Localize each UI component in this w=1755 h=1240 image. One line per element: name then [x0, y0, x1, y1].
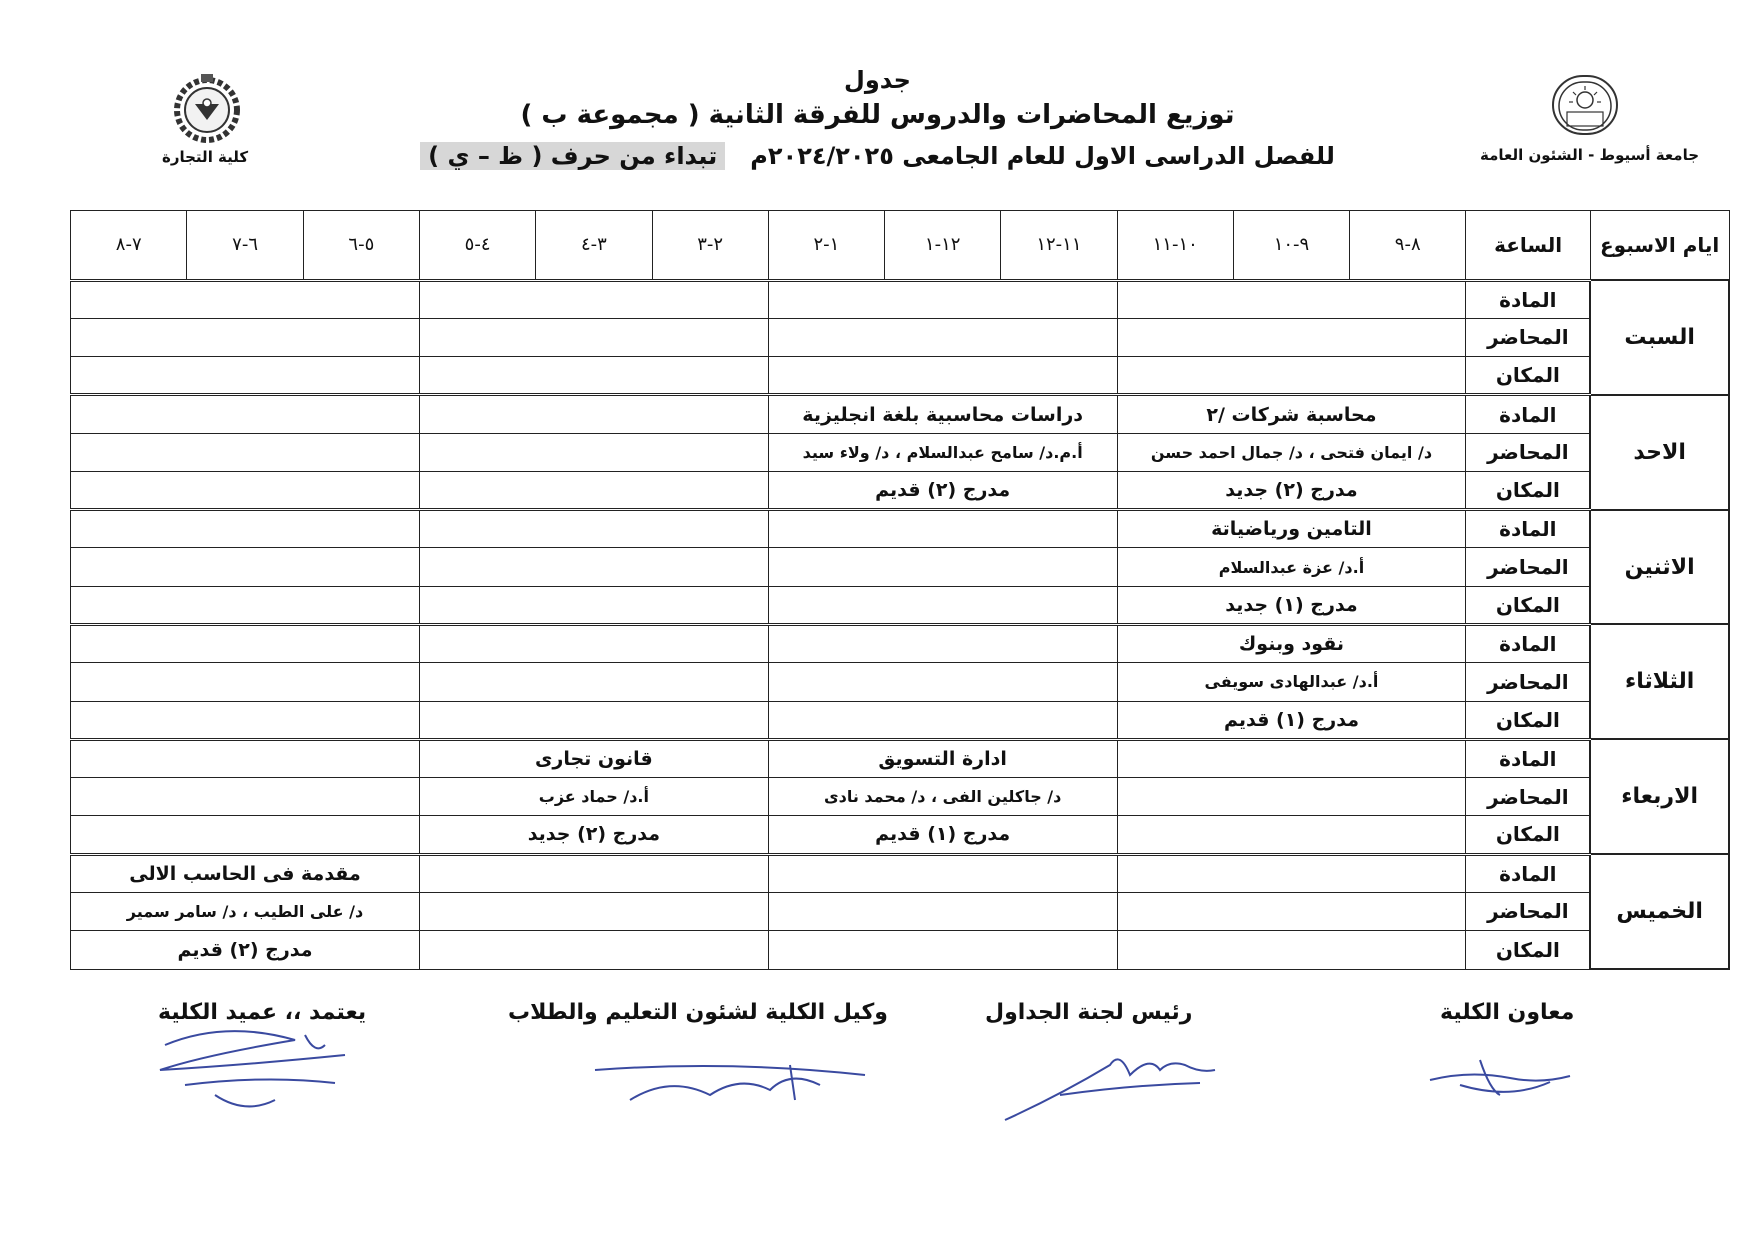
- day-name: الاحد: [1590, 395, 1729, 510]
- slot-place: [419, 586, 768, 624]
- slot-lecturer: [1117, 318, 1466, 356]
- time-slot-header: ٤-٥: [419, 211, 535, 281]
- slot-subject: التامين ورياضياتة: [1117, 510, 1466, 548]
- slot-subject: [1117, 739, 1466, 777]
- time-slot-header: ٣-٤: [536, 211, 652, 281]
- slot-place: [419, 471, 768, 509]
- time-slot-header: ٨-٩: [1350, 211, 1466, 281]
- slot-subject: [768, 854, 1117, 892]
- slot-place: [71, 586, 420, 624]
- slot-lecturer: [71, 663, 420, 701]
- slot-place: [419, 357, 768, 395]
- row-label-subject: المادة: [1466, 280, 1590, 318]
- slot-subject: [419, 854, 768, 892]
- slot-lecturer: [71, 548, 420, 586]
- slot-lecturer: [1117, 778, 1466, 816]
- slot-lecturer: [768, 548, 1117, 586]
- slot-lecturer: [71, 433, 420, 471]
- slot-subject: [1117, 280, 1466, 318]
- slot-subject: [71, 395, 420, 433]
- slot-place: [71, 701, 420, 739]
- time-slot-header: ١-٢: [768, 211, 884, 281]
- slot-lecturer: أ.د/ عزة عبدالسلام: [1117, 548, 1466, 586]
- slot-subject: محاسبة شركات /٢: [1117, 395, 1466, 433]
- time-slot-header: ٥-٦: [303, 211, 419, 281]
- time-slot-header: ٢-٣: [652, 211, 768, 281]
- slot-place: مدرج (٢) قديم: [768, 471, 1117, 509]
- slot-lecturer: [419, 663, 768, 701]
- slot-place: [768, 586, 1117, 624]
- row-label-subject: المادة: [1466, 739, 1590, 777]
- slot-place: [768, 931, 1117, 969]
- slot-lecturer: [71, 318, 420, 356]
- letter-range-highlight: تبداء من حرف ( ظ – ي ): [420, 142, 725, 170]
- row-label-lecturer: المحاضر: [1466, 663, 1590, 701]
- slot-place: مدرج (٢) جديد: [1117, 471, 1466, 509]
- vice-dean-signature: [1420, 1040, 1580, 1114]
- slot-lecturer: أ.م.د/ سامح عبدالسلام ، د/ ولاء سيد: [768, 433, 1117, 471]
- time-slot-header: ١٢-١: [885, 211, 1001, 281]
- row-label-subject: المادة: [1466, 624, 1590, 662]
- slot-place: [1117, 931, 1466, 969]
- schedule-table: [70, 210, 1730, 970]
- slot-place: [419, 931, 768, 969]
- day-column-header: ايام الاسبوع: [1590, 211, 1729, 281]
- day-name: السبت: [1590, 280, 1729, 395]
- slot-lecturer: [419, 433, 768, 471]
- slot-subject: نقود وبنوك: [1117, 624, 1466, 662]
- row-label-place: المكان: [1466, 357, 1590, 395]
- day-name: الاربعاء: [1590, 739, 1729, 854]
- slot-place: مدرج (١) قديم: [768, 816, 1117, 854]
- semester-text: للفصل الدراسى الاول للعام الجامعى ٢٠٢٤/٢٠٢٥م: [750, 142, 1335, 170]
- vice-dean-signature-title: معاون الكلية: [1440, 1000, 1575, 1025]
- slot-place: [768, 701, 1117, 739]
- committee-head-signature: [1000, 1035, 1220, 1129]
- slot-place: مدرج (٢) قديم: [71, 931, 420, 969]
- university-label: جامعة أسيوط - الشئون العامة: [1480, 146, 1700, 164]
- slot-subject: [419, 624, 768, 662]
- slot-lecturer: أ.د/ حماد عزب: [419, 778, 768, 816]
- slot-place: مدرج (٢) جديد: [419, 816, 768, 854]
- row-label-place: المكان: [1466, 586, 1590, 624]
- slot-subject: [768, 510, 1117, 548]
- slot-subject: [71, 510, 420, 548]
- slot-place: [1117, 357, 1466, 395]
- time-slot-header: ١٠-١١: [1117, 211, 1233, 281]
- slot-lecturer: [419, 318, 768, 356]
- time-slot-header: ٩-١٠: [1233, 211, 1349, 281]
- slot-lecturer: [419, 548, 768, 586]
- row-label-subject: المادة: [1466, 510, 1590, 548]
- row-label-subject: المادة: [1466, 854, 1590, 892]
- day-name: الثلاثاء: [1590, 624, 1729, 739]
- day-name: الاثنين: [1590, 510, 1729, 625]
- document-subtitle: توزيع المحاضرات والدروس للفرقة الثانية ( مجموعة ب ): [520, 100, 1235, 130]
- slot-subject: [419, 280, 768, 318]
- day-name: الخميس: [1590, 854, 1729, 969]
- slot-subject: مقدمة فى الحاسب الالى: [71, 854, 420, 892]
- slot-subject: دراسات محاسبية بلغة انجليزية: [768, 395, 1117, 433]
- slot-subject: ادارة التسويق: [768, 739, 1117, 777]
- slot-lecturer: [768, 318, 1117, 356]
- slot-place: [419, 701, 768, 739]
- row-label-lecturer: المحاضر: [1466, 318, 1590, 356]
- semester-line: [0, 142, 1755, 170]
- document-title: جدول: [844, 66, 911, 94]
- slot-place: [71, 816, 420, 854]
- row-label-place: المكان: [1466, 931, 1590, 969]
- slot-place: [71, 471, 420, 509]
- slot-lecturer: [1117, 892, 1466, 930]
- education-vice-dean-signature-title: وكيل الكلية لشئون التعليم والطلاب: [508, 1000, 888, 1025]
- dean-approval-signature-title: يعتمد ،، عميد الكلية: [158, 1000, 367, 1025]
- hour-column-header: الساعة: [1466, 211, 1590, 281]
- row-label-subject: المادة: [1466, 395, 1590, 433]
- faculty-label: كلية التجارة: [162, 148, 249, 166]
- row-label-place: المكان: [1466, 471, 1590, 509]
- education-vice-dean-signature: [590, 1045, 870, 1119]
- row-label-lecturer: المحاضر: [1466, 778, 1590, 816]
- committee-head-signature-title: رئيس لجنة الجداول: [985, 1000, 1193, 1025]
- slot-subject: [71, 624, 420, 662]
- slot-subject: [768, 624, 1117, 662]
- slot-subject: [71, 739, 420, 777]
- row-label-lecturer: المحاضر: [1466, 892, 1590, 930]
- slot-lecturer: د/ جاكلين الفى ، د/ محمد نادى: [768, 778, 1117, 816]
- slot-lecturer: د/ ايمان فتحى ، د/ جمال احمد حسن: [1117, 433, 1466, 471]
- slot-place: مدرج (١) جديد: [1117, 586, 1466, 624]
- slot-subject: [419, 510, 768, 548]
- slot-lecturer: [419, 892, 768, 930]
- slot-place: [1117, 816, 1466, 854]
- dean-signature: [145, 1015, 365, 1124]
- row-label-place: المكان: [1466, 816, 1590, 854]
- time-slot-header: ٧-٨: [71, 211, 187, 281]
- row-label-place: المكان: [1466, 701, 1590, 739]
- time-slot-header: ١١-١٢: [1001, 211, 1117, 281]
- slot-subject: [1117, 854, 1466, 892]
- slot-place: مدرج (١) قديم: [1117, 701, 1466, 739]
- slot-subject: [768, 280, 1117, 318]
- slot-lecturer: [71, 778, 420, 816]
- slot-subject: [71, 280, 420, 318]
- time-slot-header: ٦-٧: [187, 211, 303, 281]
- slot-lecturer: [768, 892, 1117, 930]
- row-label-lecturer: المحاضر: [1466, 433, 1590, 471]
- slot-subject: قانون تجارى: [419, 739, 768, 777]
- slot-place: [768, 357, 1117, 395]
- slot-lecturer: د/ على الطيب ، د/ سامر سمير: [71, 892, 420, 930]
- row-label-lecturer: المحاضر: [1466, 548, 1590, 586]
- slot-lecturer: أ.د/ عبدالهادى سويفى: [1117, 663, 1466, 701]
- slot-lecturer: [768, 663, 1117, 701]
- slot-place: [71, 357, 420, 395]
- slot-subject: [419, 395, 768, 433]
